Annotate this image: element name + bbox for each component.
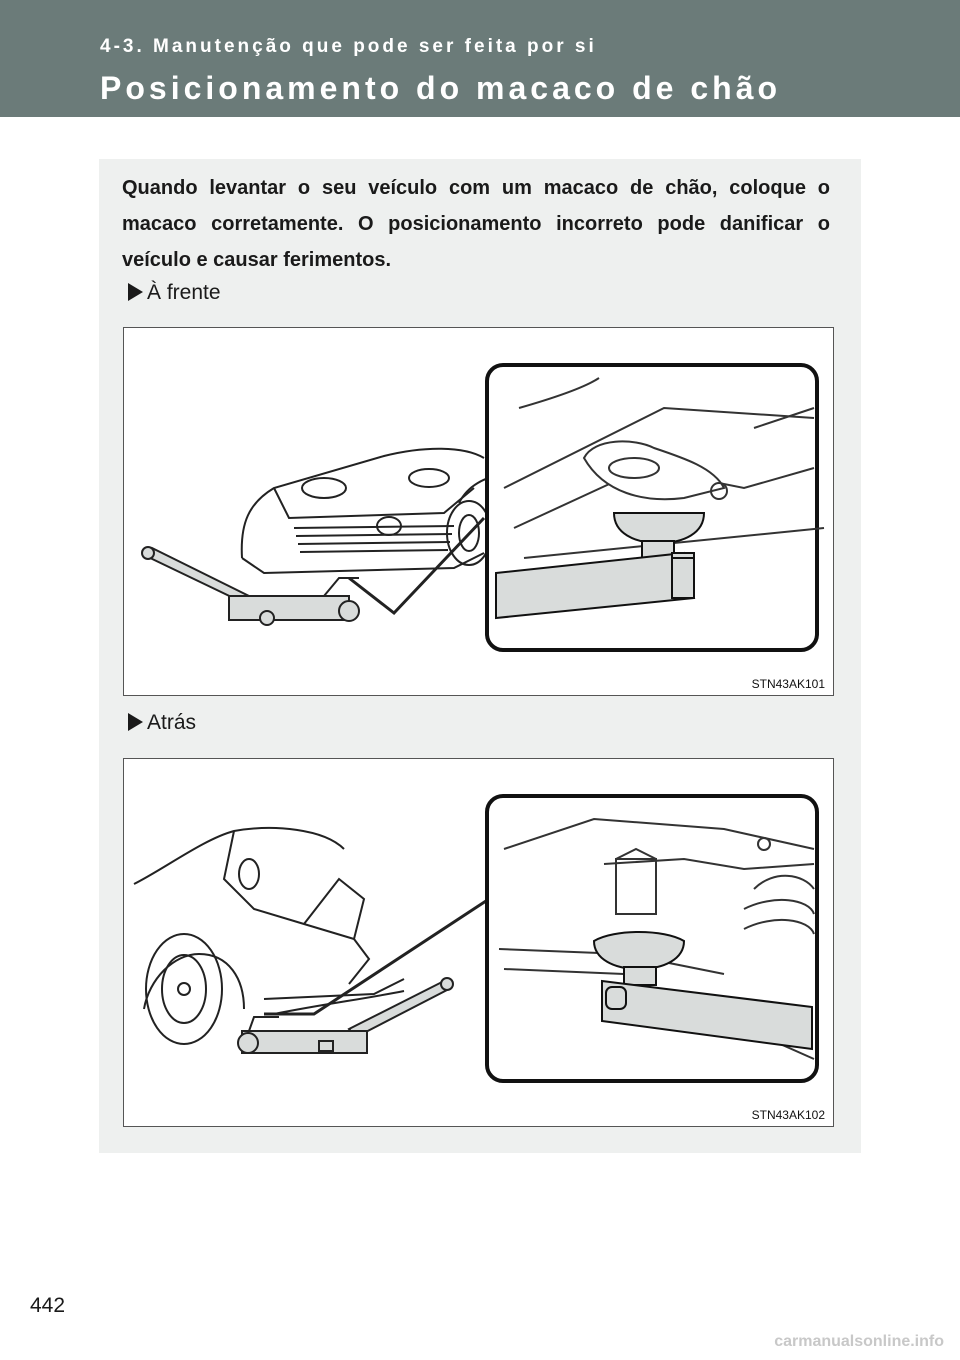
intro-paragraph: Quando levantar o seu veículo com um macaco de chão, coloque o macaco corretamente. O posicionamento incorreto pode danificar o veículo e causar ferimentos. bbox=[122, 177, 830, 271]
front-jack-illustration bbox=[124, 328, 835, 697]
figure-front-jack-point bbox=[123, 327, 834, 696]
subheading-front bbox=[128, 281, 221, 305]
page-number: 442 bbox=[30, 1294, 66, 1317]
rear-jack-illustration bbox=[124, 759, 835, 1128]
subheading-rear bbox=[128, 711, 196, 735]
page-title: Posicionamento do macaco de chão bbox=[100, 70, 782, 106]
chapter-header bbox=[0, 0, 960, 117]
section-label: 4-3. Manutenção que pode ser feita por si bbox=[100, 36, 597, 57]
subheading-front-label: À frente bbox=[147, 281, 221, 304]
figure-rear-jack-point bbox=[123, 758, 834, 1127]
triangle-bullet-icon bbox=[128, 713, 143, 731]
figure-code-front: STN43AK101 bbox=[751, 677, 825, 691]
subheading-rear-label: Atrás bbox=[147, 711, 197, 734]
watermark: carmanualsonline.info bbox=[774, 1333, 944, 1350]
figure-code-rear: STN43AK102 bbox=[751, 1108, 825, 1122]
triangle-bullet-icon bbox=[128, 283, 143, 301]
